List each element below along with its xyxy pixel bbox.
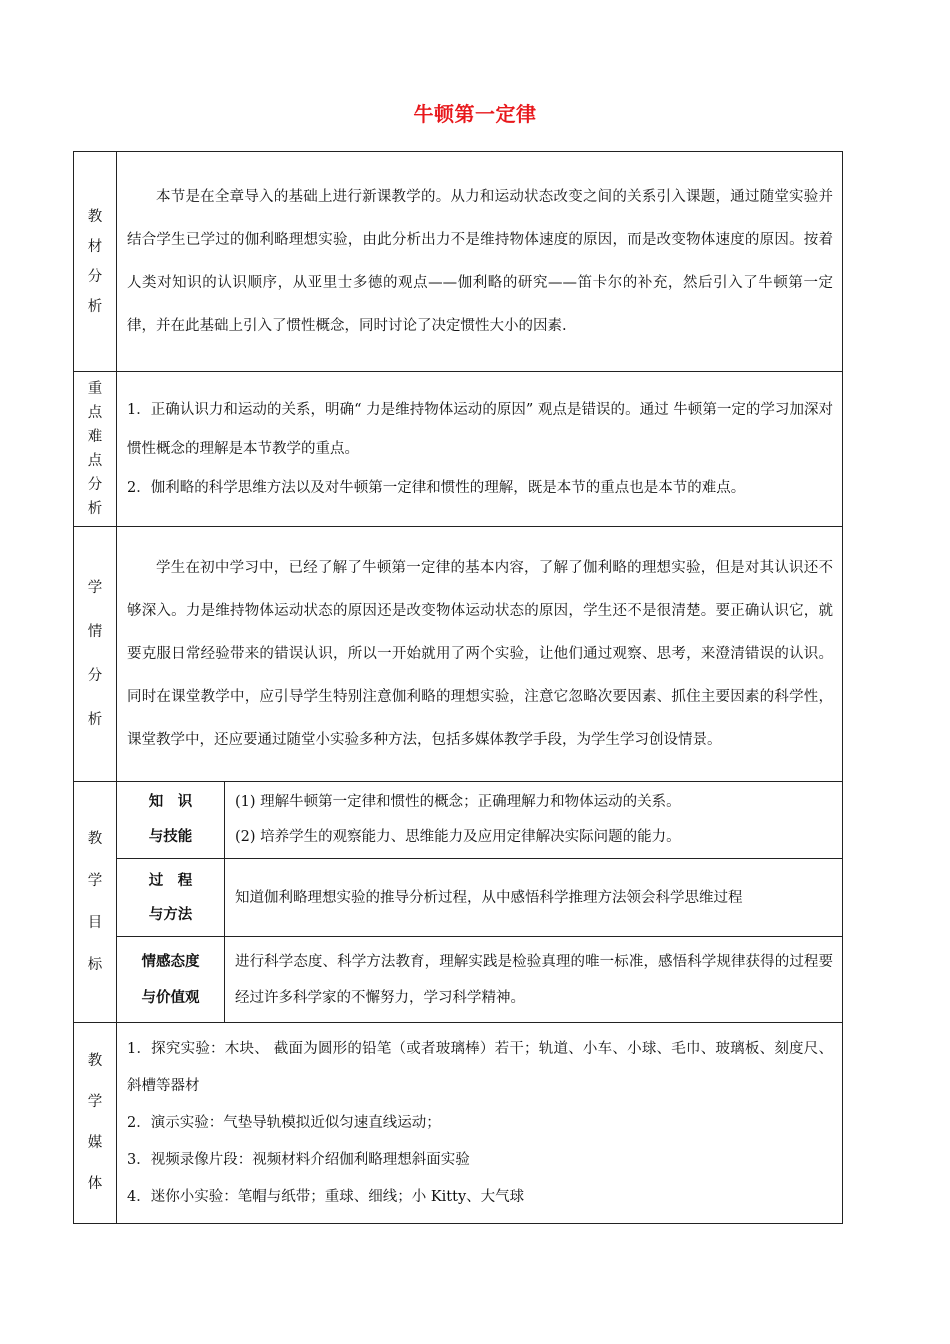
label-char: 点 [87, 405, 103, 421]
teaching-media-content [117, 1023, 843, 1224]
label-char: 难 [87, 429, 103, 445]
key-point-item: 1．正确认识力和运动的关系，明确“ 力是维持物体运动的原因” 观点是错误的。通过 牛顿第一定的学习加深对惯性概念的理解是本节教学的重点。 [127, 401, 833, 457]
materials-analysis-text: 本节是在全章导入的基础上进行新课教学的。从力和运动状态改变之间的关系引入课题，通过随堂实验并结合学生已学过的伽利略理想实验，由此分析出力不是维持物体速度的原因，而是改变物体速度的原因。按着人类对知识的认识顺序，从亚里士多德的观点——伽利略的研究——笛卡尔的补充，然后引入了牛顿第一定律，并在此基础上引入了惯性概念，同时讨论了决定惯性大小的因素. [117, 152, 843, 372]
goal-item: (2) 培养学生的观察能力、思维能力及应用定律解决实际问题的能力。 [235, 829, 681, 845]
sublabel-line: 情感态度 [141, 953, 200, 970]
label-char: 学 [87, 580, 103, 596]
label-char: 媒 [87, 1135, 103, 1151]
label-char: 教 [87, 1053, 103, 1069]
media-item: 4．迷你小实验：笔帽与纸带；重球、细线；小 Kitty、大气球 [127, 1188, 525, 1205]
label-char: 体 [87, 1176, 103, 1192]
sublabel-line: 知 识 [148, 794, 193, 810]
key-point-item: 2．伽利略的科学思维方法以及对牛顿第一定律和惯性的理解，既是本节的重点也是本节的难点。 [127, 479, 746, 496]
row-student-analysis [74, 527, 843, 782]
goal-item: (1) 理解牛顿第一定律和惯性的概念；正确理解力和物体运动的关系。 [235, 794, 681, 810]
label-char: 教 [87, 831, 103, 847]
label-char: 学 [87, 1094, 103, 1110]
sublabel-line: 与技能 [148, 829, 193, 845]
media-item: 1．探究实验：木块、 截面为圆形的铅笔（或者玻璃棒）若干；轨道、小车、小球、毛巾、玻璃板、刻度尺、斜槽等器材 [127, 1040, 833, 1094]
label-key-points [74, 372, 117, 527]
label-char: 目 [87, 915, 103, 931]
sublabel-line: 过 程 [148, 872, 193, 889]
label-char: 材 [87, 238, 103, 255]
label-char: 析 [87, 712, 103, 728]
knowledge-skills-content [225, 782, 843, 859]
label-char: 分 [87, 668, 103, 684]
row-teaching-media [74, 1023, 843, 1224]
label-char: 教 [87, 208, 103, 225]
student-analysis-text: 学生在初中学习中，已经了解了牛顿第一定律的基本内容，了解了伽利略的理想实验，但是对其认识还不够深入。力是维持物体运动状态的原因还是改变物体运动状态的原因，学生还不是很清楚。要正确认识它，就要克服日常经验带来的错误认识，所以一开始就用了两个实验，让他们通过观察、思考，来澄清错误的认识。同时在课堂教学中，应引导学生特别注意伽利略的理想实验，注意它忽略次要因素、抓住主要因素的科学性，课堂教学中，还应要通过随堂小实验多种方法，包括多媒体教学手段，为学生学习创设情景。 [117, 527, 843, 782]
row-goal-knowledge [74, 782, 843, 859]
label-char: 标 [87, 957, 103, 973]
key-points-content [117, 372, 843, 527]
label-knowledge-skills [117, 782, 225, 859]
row-materials-analysis [74, 152, 843, 372]
label-char: 析 [87, 501, 103, 517]
label-char: 重 [87, 381, 103, 397]
label-char: 情 [87, 624, 103, 640]
label-teaching-goals [74, 782, 117, 1023]
label-char: 点 [87, 453, 103, 469]
label-char: 分 [87, 477, 103, 493]
label-char: 分 [87, 268, 103, 285]
label-materials-analysis [74, 152, 117, 372]
process-methods-content [225, 859, 843, 937]
row-goal-attitude [74, 937, 843, 1023]
row-key-points [74, 372, 843, 527]
label-char: 析 [87, 298, 103, 315]
row-goal-process [74, 859, 843, 937]
goal-item: 进行科学态度、科学方法教育，理解实践是检验真理的唯一标准，感悟科学规律获得的过程要经过许多科学家的不懈努力，学习科学精神。 [235, 953, 833, 1006]
attitude-values-content [225, 937, 843, 1023]
label-student-analysis [74, 527, 117, 782]
page-title: 牛顿第一定律 [413, 102, 537, 126]
media-item: 3．视频录像片段：视频材料介绍伽利略理想斜面实验 [127, 1151, 470, 1168]
media-item: 2．演示实验：气垫导轨模拟近似匀速直线运动； [127, 1114, 441, 1131]
sublabel-line: 与价值观 [141, 989, 200, 1006]
lesson-plan-table [73, 151, 843, 1224]
label-attitude-values [117, 937, 225, 1023]
label-teaching-media [74, 1023, 117, 1224]
sublabel-line: 与方法 [148, 906, 193, 923]
label-process-methods [117, 859, 225, 937]
goal-item: 知道伽利略理想实验的推导分析过程，从中感悟科学推理方法领会科学思维过程 [235, 889, 743, 906]
label-char: 学 [87, 873, 103, 889]
